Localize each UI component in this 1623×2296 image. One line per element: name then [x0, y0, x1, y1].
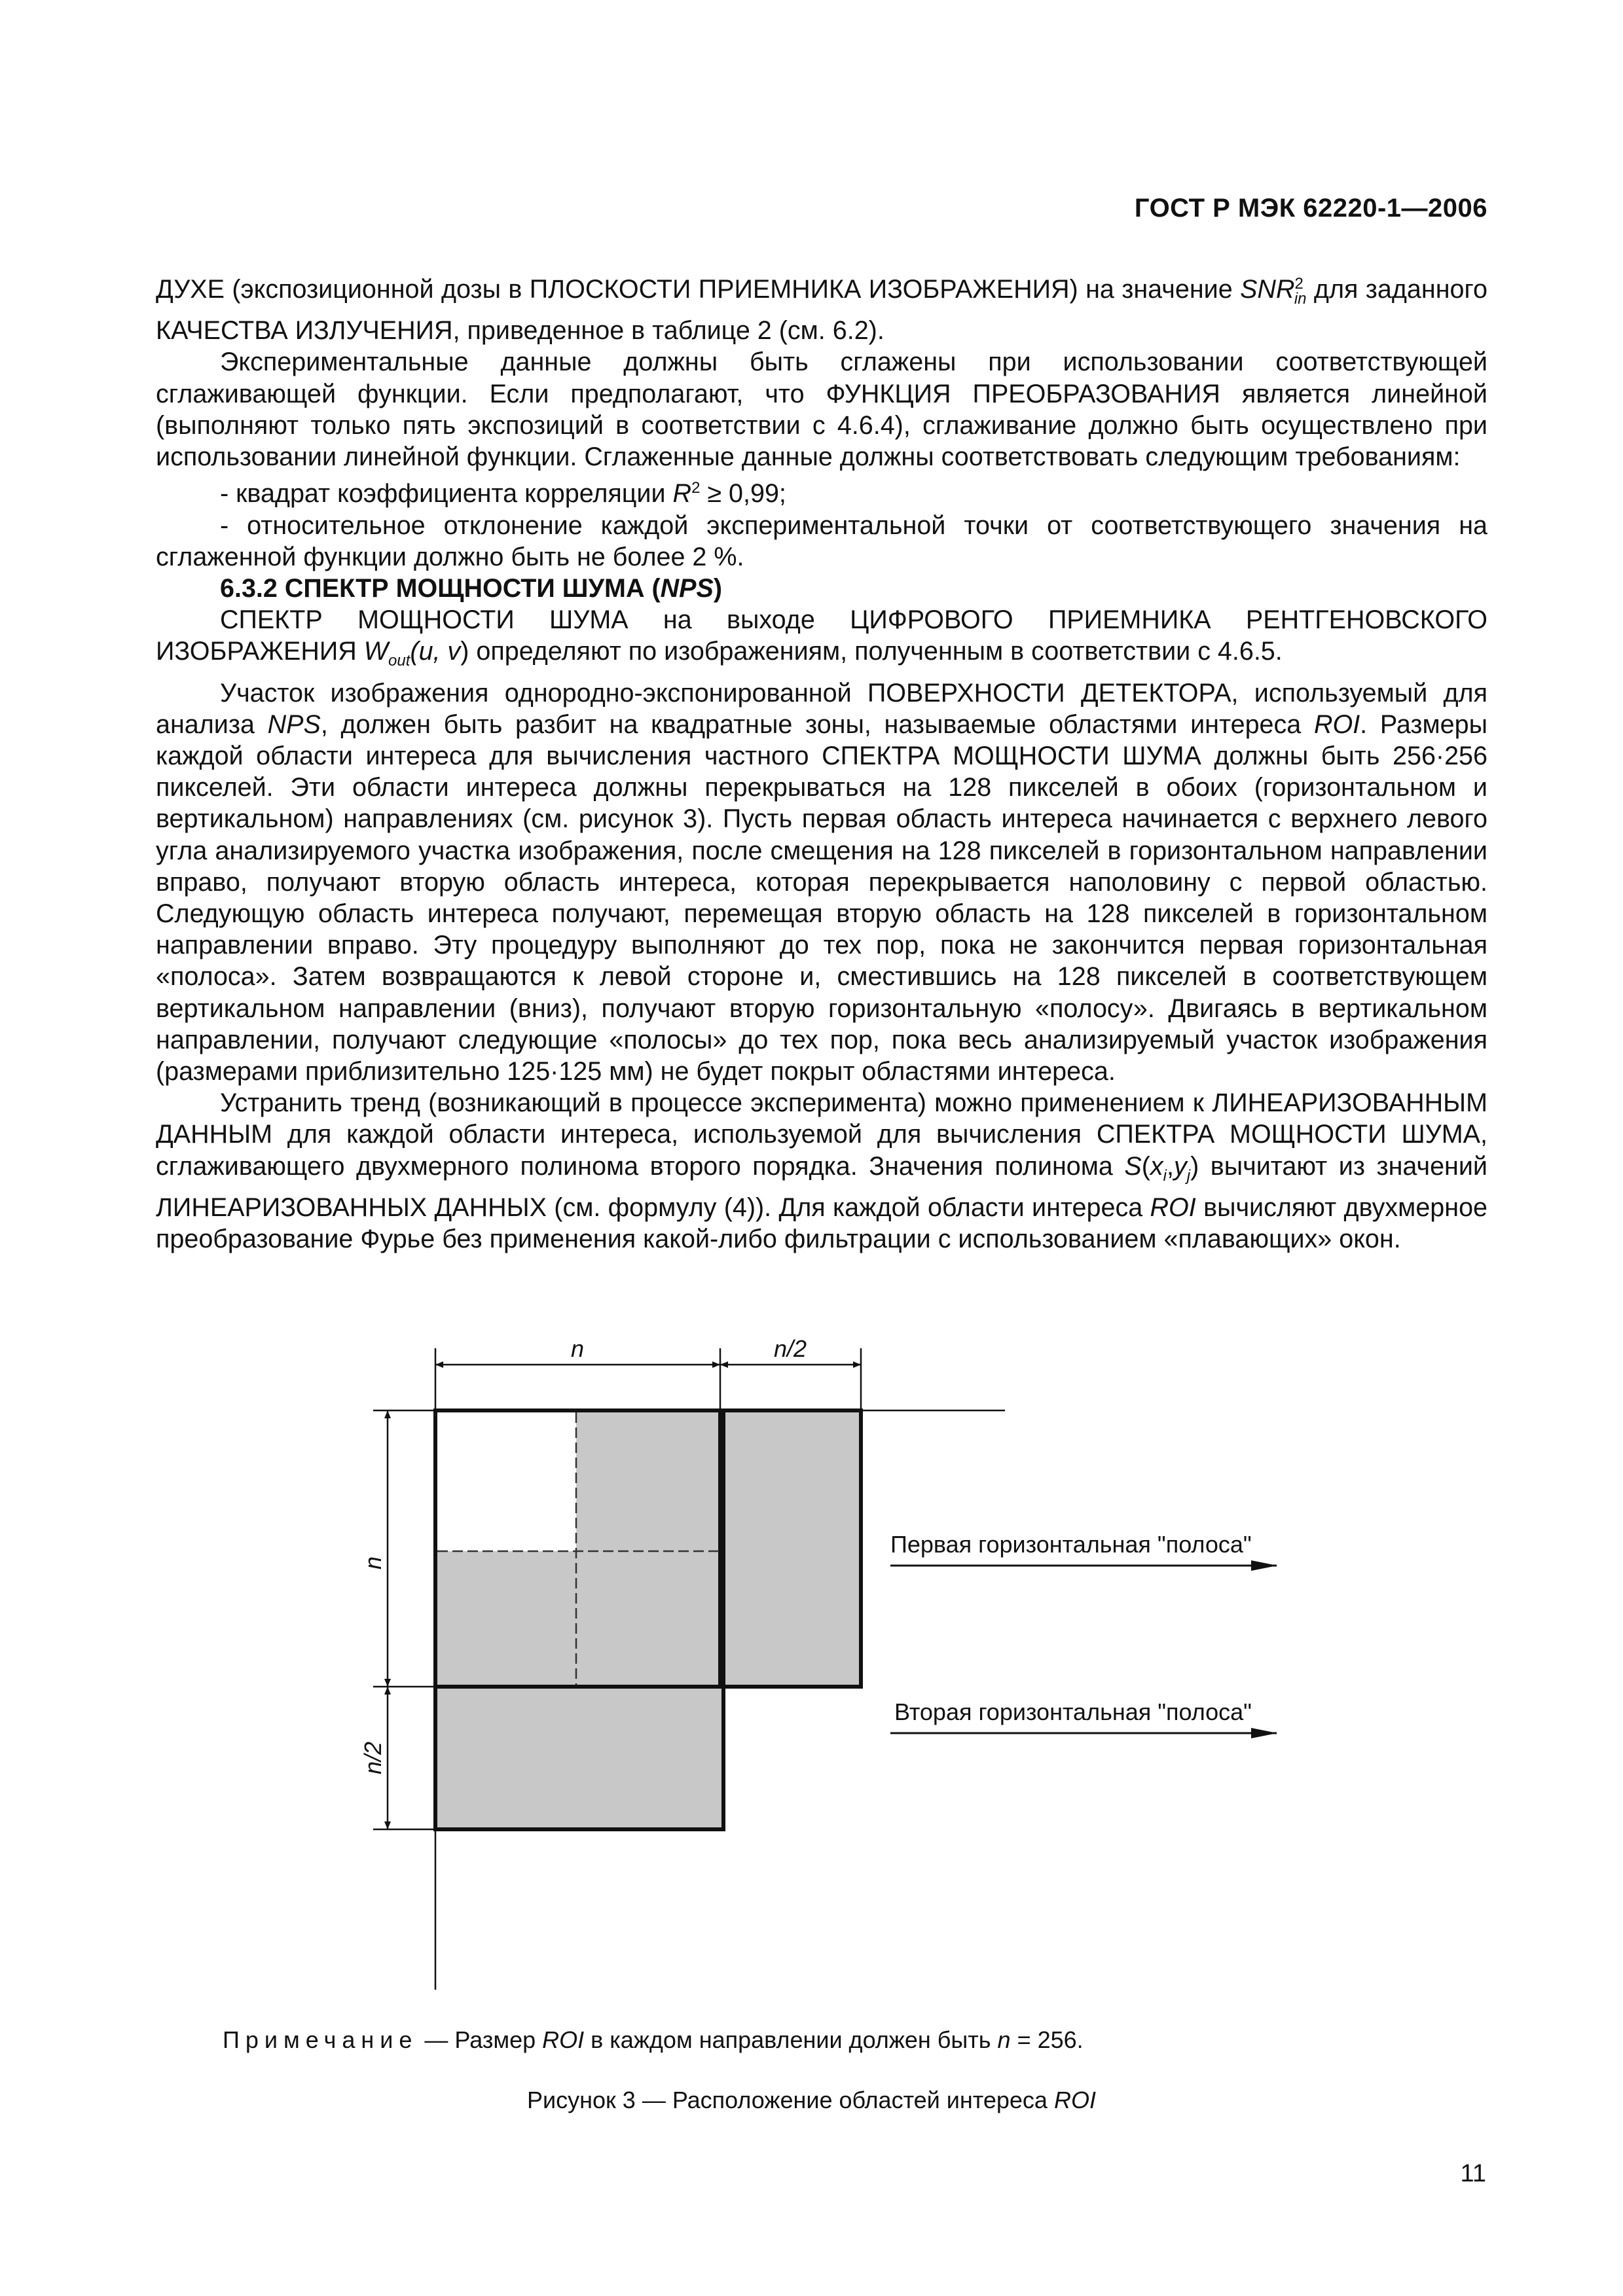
term-nps: NPS [267, 709, 321, 739]
figure-note [223, 2026, 1084, 2054]
formula-y: y [1173, 1151, 1187, 1181]
text-span: Устранить тренд (возникающий в процессе эксперимента) можно применением к ЛИНЕАРИЗОВАННЫМ ДАННЫМ для каждой области интереса, используемой для вычисления СПЕКТРА МОЩНОСТИ ШУМА, сглаживающего двухмерного полинома второго порядка. Значения полинома [156, 1088, 1487, 1181]
formula-args: (u, v [410, 637, 461, 666]
page-number: 11 [1460, 2160, 1486, 2187]
term-roi: ROI [1313, 709, 1360, 739]
text-span: ) определяют по изображениям, полученным в соответствии с 4.6.5. [460, 637, 1283, 666]
term-roi: ROI [542, 2026, 585, 2053]
caption-text: Рисунок 3 — Расположение областей интереса [527, 2087, 1054, 2113]
dim-label-half-top [774, 1335, 807, 1362]
dim-label-n-top: n [570, 1335, 585, 1362]
formula-n: n [997, 2026, 1011, 2053]
roi-shaded-right [720, 1410, 861, 1687]
document-code-header: ГОСТ Р МЭК 62220-1—2006 [1134, 194, 1487, 223]
heading-nps: NPS [660, 574, 714, 603]
text-span: ) [713, 574, 722, 603]
paragraph-2: Экспериментальные данные должны быть сглажены при использовании соответствующей сглаживающей функции. Если предполагают, что ФУНКЦИЯ ПРЕОБРАЗОВАНИЯ является линейной (выполняют только пять экспозиций в соответствии с 4.6.4), сглаживание должно быть осуществлено при использовании линейной функции. Сглаженные данные должны соответствовать следующим требованиям: [156, 348, 1487, 472]
roi-shaded-top-mid [576, 1410, 723, 1551]
roi-unshaded-corner [435, 1410, 576, 1551]
formula-sub: j [1186, 1166, 1191, 1185]
text-span: вычисляют двухмерное преобразование Фурье без применения какой-либо фильтрации с использованием «плавающих» окон. [156, 1193, 1488, 1253]
formula-r: R [672, 479, 692, 509]
second-strip-label: Вторая горизонтальная "полоса" [894, 1698, 1252, 1725]
text-span: . Размеры каждой области интереса для вычисления частного СПЕКТРА МОЩНОСТИ ШУМА должны быть 256·256 пикселей. Эти области интереса должны перекрываться на 128 пикселей в обоих (горизонтальном и вертикальном) направлениях (см. рисунок 3). Пусть первая область интереса начинается с верхнего левого угла анализируемого участка изображения, после смещения на 128 пикселей в горизонтальном направлении вправо, получают вторую область интереса, которая перекрывается наполовину с первой областью. Следующую область интереса получают, перемещая вторую область на 128 пикселей в горизонтальном направлении вправо. Эту процедуру выполняют до тех пор, пока не закончится первая горизонтальная «полоса». Затем возвращаются к левой стороне и, сместившись на 128 пикселей в соответствующем вертикальном направлении (вниз), получают вторую горизонтальную «полосу». Двигаясь в вертикальном направлении, получают следующие «полосы» до тех пор, пока весь анализируемый участок изображения (размерами приблизительно 125·125 мм) не будет покрыт областями интереса. [156, 709, 1488, 1086]
formula-sub: i [1163, 1166, 1167, 1185]
formula-x: x [1150, 1151, 1163, 1181]
paragraph-4: - относительное отклонение каждой экспериментальной точки от соответствующего значения на сглаженной функции должно быть не более 2 %. [156, 511, 1487, 571]
dim-label-half-left: n/2 [359, 1741, 386, 1775]
text-span: 6.3.2 СПЕКТР МОЩНОСТИ ШУМА ( [220, 574, 661, 603]
text-span: ≥ 0,99; [700, 479, 786, 509]
note-prefix: Примечание [223, 2026, 418, 2053]
term-roi: ROI [1053, 2087, 1096, 2113]
text-span: , должен быть разбит на квадратные зоны, называемые областями интереса [320, 709, 1314, 739]
text-span: - квадрат коэффициента корреляции [220, 479, 673, 509]
dim-label-n-left: n [359, 1556, 386, 1570]
paragraph-7: Устранить тренд (возникающий в процессе эксперимента) можно применением к ЛИНЕАРИЗОВАННЫМ ДАННЫМ для каждой области интереса, используемой для вычисления СПЕКТРА МОЩНОСТИ ШУМА, сглаживающего двухмерного полинома второго порядка. Значения полинома $S(x_i,y_j)$ вычитают из значений ЛИНЕАРИЗОВАННЫХ ДАННЫХ (см. формулу (4)). Для каждой области интереса ROI вычисляют двухмерное преобразование Фурье без применения какой-либо фильтрации с использованием «плавающих» окон. [156, 1088, 1488, 1253]
formula-sup: 2 [691, 479, 701, 497]
formula-sub: in [1294, 290, 1307, 308]
text-span: СПЕКТР МОЩНОСТИ ШУМА на выходе ЦИФРОВОГО ПРИЕМНИКА РЕНТГЕНОВСКОГО ИЗОБРАЖЕНИЯ [156, 605, 1487, 666]
formula-sub: out [388, 652, 410, 670]
dim-label-half-top-text: n/2 [773, 1335, 807, 1362]
formula-s: S [1124, 1151, 1142, 1181]
roi-shaded-band-2 [435, 1687, 723, 1829]
text-span: Участок изображения однородно-экспонированной ПОВЕРХНОСТИ ДЕТЕКТОРА, используемый для анализа [156, 678, 1487, 739]
roi-shaded-band-1 [435, 1551, 723, 1687]
first-strip-label: Первая горизонтальная "полоса" [890, 1531, 1252, 1558]
text-span: — Размер [418, 2026, 543, 2053]
formula-snr: SNR [1240, 275, 1295, 304]
text-span: для заданного КАЧЕСТВА ИЗЛУЧЕНИЯ, приведенное в таблице 2 (см. 6.2). [156, 275, 1487, 346]
text-span: вычитают из значений ЛИНЕАРИЗОВАННЫХ ДАННЫХ (см. формулу (4)). Для каждой области интереса [156, 1151, 1487, 1222]
figure-caption [0, 2087, 1623, 2114]
text-span: в каждом направлении должен быть [584, 2026, 998, 2053]
formula-sup: 2 [1294, 275, 1304, 293]
formula-w: W [363, 637, 389, 666]
term-roi: ROI [1150, 1193, 1196, 1222]
text-span: ДУХЕ (экспозиционной дозы в ПЛОСКОСТИ ПРИЕМНИКА ИЗОБРАЖЕНИЯ) на значение [156, 275, 1241, 304]
text-span: = 256. [1010, 2026, 1084, 2053]
